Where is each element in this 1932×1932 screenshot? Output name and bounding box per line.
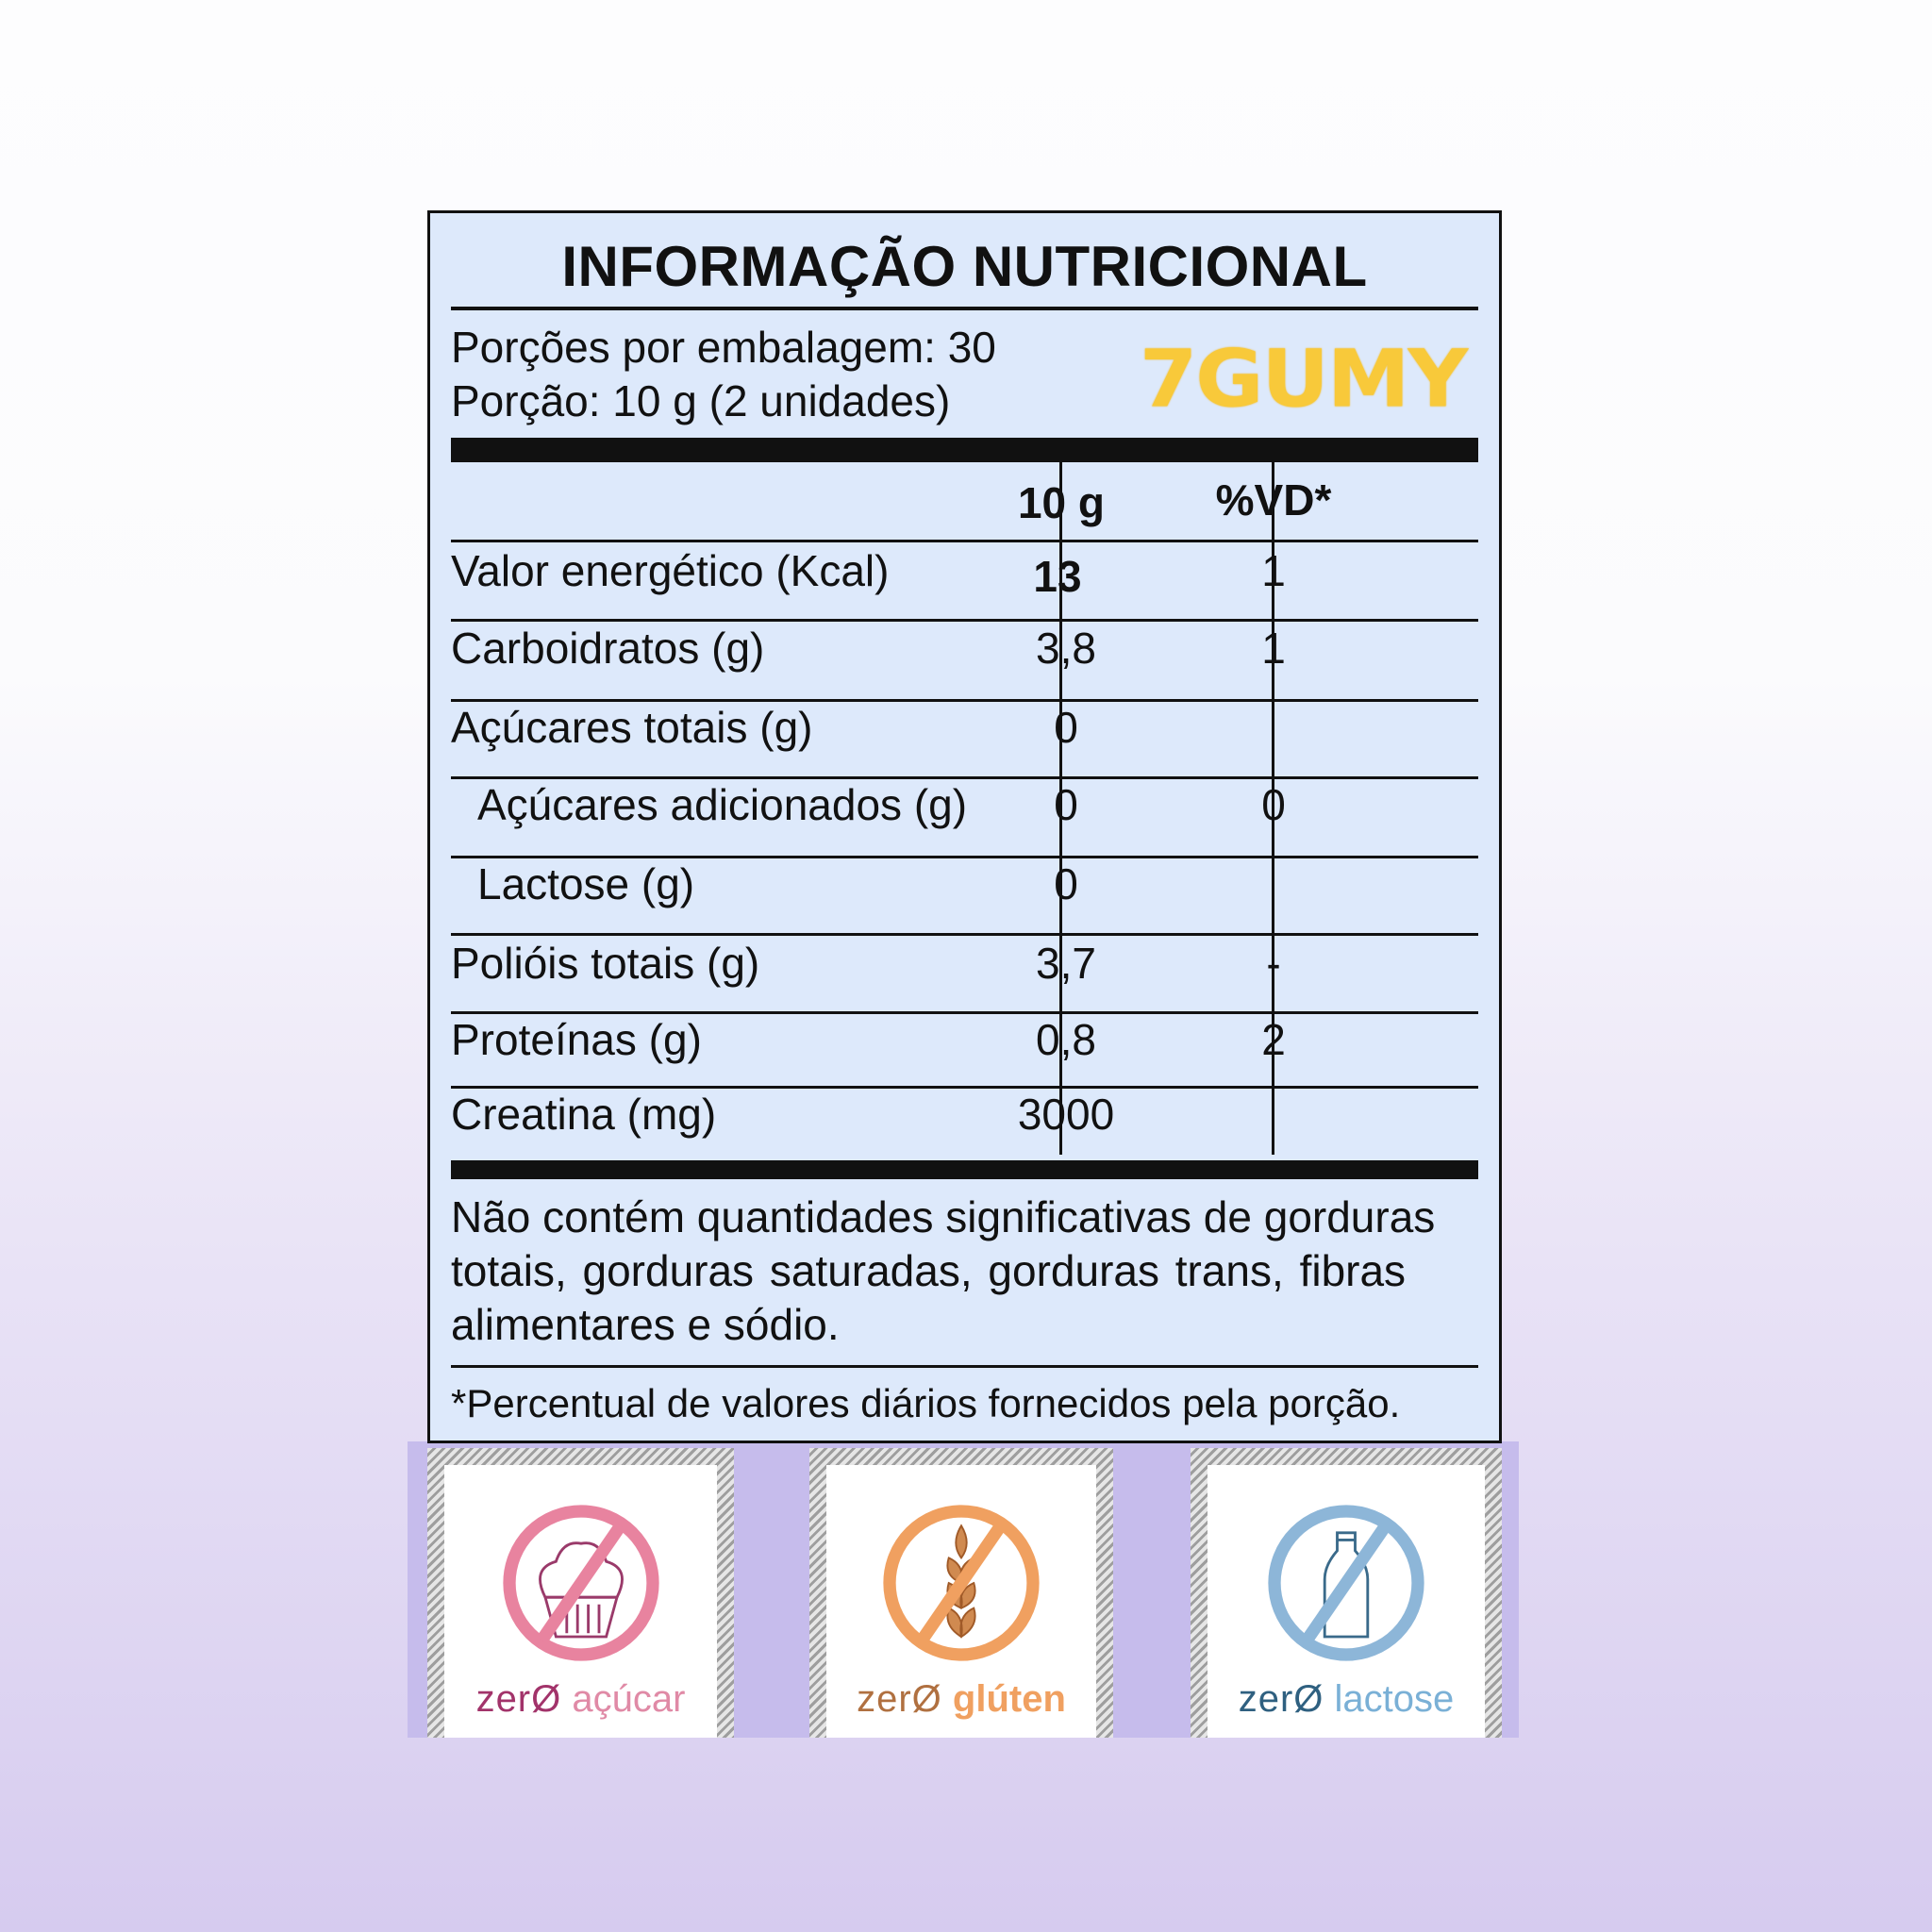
nutrient-name: Carboidratos (g) <box>451 624 765 673</box>
no-gluten-wheat-icon <box>872 1493 1051 1673</box>
note-line: totais, gorduras saturadas, gorduras trans, fibras <box>451 1246 1407 1295</box>
nutrient-dv: 1 <box>1261 546 1286 595</box>
nutrient-dv: - <box>1266 939 1281 988</box>
nutrient-amount: 0,8 <box>1036 1015 1096 1064</box>
badge-zero: zerØ <box>1238 1678 1324 1720</box>
serving-size: Porção: 10 g (2 unidades) <box>451 376 951 425</box>
badge-zero-lactose <box>1191 1448 1502 1738</box>
header-dv: %VD* <box>1215 475 1332 525</box>
note-line: Não contém quantidades significativas de gorduras <box>451 1192 1436 1241</box>
nutrient-name: Creatina (mg) <box>451 1090 717 1139</box>
label-title: INFORMAÇÃO NUTRICIONAL <box>561 235 1368 298</box>
nutrient-amount: 0 <box>1054 859 1078 908</box>
divider <box>451 307 1478 310</box>
row-divider <box>451 933 1478 936</box>
badge-label: glúten <box>952 1678 1066 1720</box>
nutrient-name: Valor energético (Kcal) <box>451 546 890 595</box>
nutrient-amount: 3000 <box>1017 1090 1115 1139</box>
thick-divider <box>451 438 1478 462</box>
note-line: alimentares e sódio. <box>451 1300 840 1349</box>
nutrient-amount: 3,7 <box>1036 939 1096 988</box>
footnote: *Percentual de valores diários fornecidos pela porção. <box>451 1381 1401 1425</box>
nutrient-amount: 3,8 <box>1036 624 1096 673</box>
nutrient-amount: 0 <box>1054 703 1078 752</box>
row-divider <box>451 619 1478 622</box>
thick-divider <box>451 1160 1478 1179</box>
header-amount: 10 g <box>1017 478 1106 527</box>
nutrient-amount: 13 <box>1033 552 1082 601</box>
badge-label: açúcar <box>572 1678 686 1720</box>
nutrient-dv: 2 <box>1261 1015 1286 1064</box>
badge-label: lactose <box>1334 1678 1455 1720</box>
nutrient-dv: 0 <box>1261 780 1286 829</box>
no-sugar-cupcake-icon <box>491 1493 671 1673</box>
nutrient-name: Lactose (g) <box>477 859 695 908</box>
nutrient-dv: 1 <box>1261 624 1286 673</box>
nutrient-name: Proteínas (g) <box>451 1015 702 1064</box>
nutrient-name: Açúcares totais (g) <box>451 703 813 752</box>
nutrient-name: Açúcares adicionados (g) <box>477 780 968 829</box>
badge-zero: zerØ <box>475 1678 562 1720</box>
badge-zero-sugar <box>427 1448 734 1738</box>
nutrition-label <box>427 210 1502 1443</box>
no-lactose-bottle-icon <box>1257 1493 1436 1673</box>
row-divider <box>451 540 1478 542</box>
badge-zero: zerØ <box>857 1678 942 1720</box>
servings-per-package: Porções por embalagem: 30 <box>451 323 996 372</box>
divider <box>451 1365 1478 1368</box>
nutrient-amount: 0 <box>1054 780 1078 829</box>
nutrient-name: Polióis totais (g) <box>451 939 760 988</box>
badge-zero-gluten <box>809 1448 1113 1738</box>
brand-logo: 7GUMY <box>1140 332 1467 425</box>
